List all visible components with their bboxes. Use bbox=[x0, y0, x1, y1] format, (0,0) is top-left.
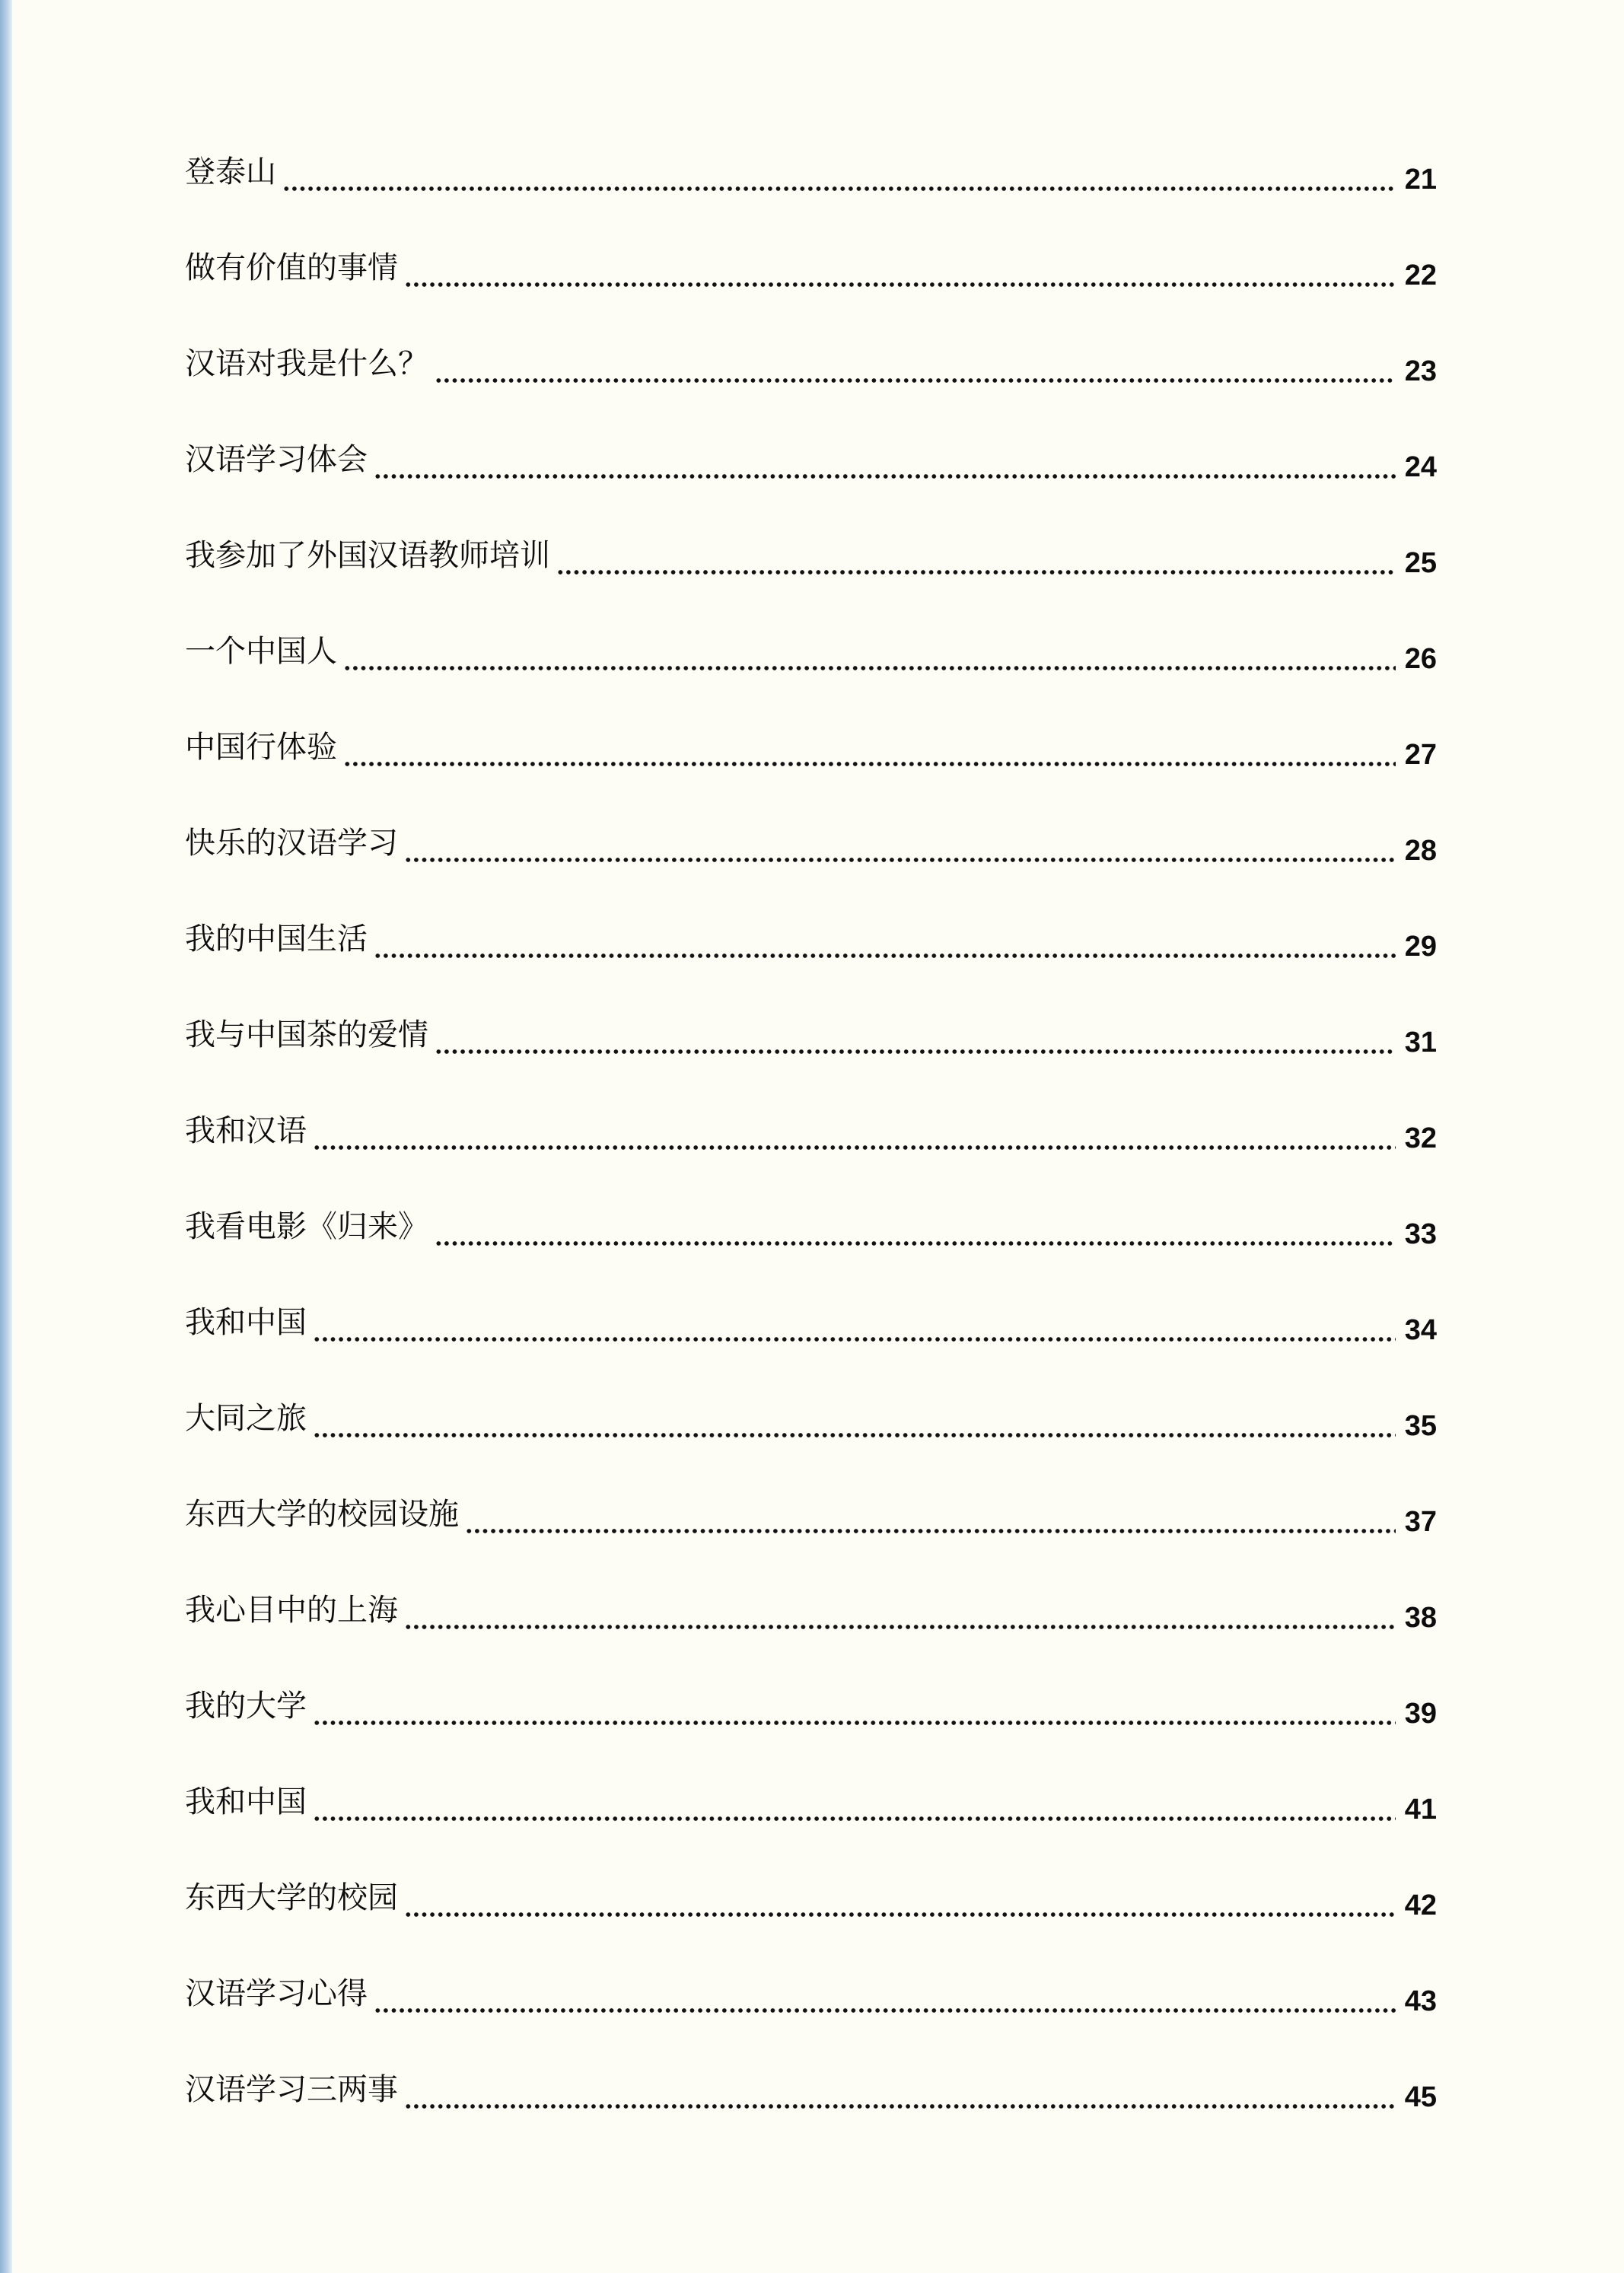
dot-leader bbox=[374, 918, 1396, 960]
toc-entry-page: 35 bbox=[1404, 1410, 1437, 1442]
toc-entry-title: 汉语对我是什么？ bbox=[185, 346, 428, 381]
toc-entry-page: 31 bbox=[1404, 1027, 1437, 1059]
toc-entry-page: 45 bbox=[1404, 2081, 1437, 2113]
toc-entry-page: 38 bbox=[1404, 1602, 1437, 1634]
toc-entry-page: 24 bbox=[1404, 451, 1437, 483]
toc-entry-title: 一个中国人 bbox=[185, 634, 337, 669]
toc-entry-title: 我与中国茶的爱情 bbox=[185, 1017, 428, 1052]
toc-entry-page: 39 bbox=[1404, 1698, 1437, 1730]
toc-entry[interactable] bbox=[185, 1589, 1437, 1685]
toc-entry[interactable] bbox=[185, 1972, 1437, 2068]
toc-entry[interactable] bbox=[185, 534, 1437, 630]
toc-entry[interactable] bbox=[185, 2068, 1437, 2164]
toc-entry[interactable] bbox=[185, 1493, 1437, 1589]
toc-entry-title: 东西大学的校园 bbox=[185, 1880, 398, 1915]
dot-leader bbox=[404, 247, 1396, 289]
toc-entry-title: 我心目中的上海 bbox=[185, 1593, 398, 1628]
toc-entry[interactable] bbox=[185, 1685, 1437, 1781]
toc-entry[interactable] bbox=[185, 1397, 1437, 1493]
toc-entry[interactable] bbox=[185, 1109, 1437, 1205]
dot-leader bbox=[556, 534, 1396, 577]
toc-entry-page: 32 bbox=[1404, 1122, 1437, 1154]
dot-leader bbox=[343, 726, 1396, 769]
dot-leader bbox=[404, 1877, 1396, 1919]
toc-entry[interactable] bbox=[185, 438, 1437, 534]
toc-entry[interactable] bbox=[185, 247, 1437, 342]
toc-entry-title: 登泰山 bbox=[185, 154, 276, 189]
toc-entry-title: 我看电影《归来》 bbox=[185, 1209, 428, 1244]
dot-leader bbox=[282, 151, 1396, 193]
toc-entry-title: 汉语学习心得 bbox=[185, 1976, 368, 2011]
toc-entry[interactable] bbox=[185, 918, 1437, 1014]
toc-entry-page: 25 bbox=[1404, 547, 1437, 579]
toc-entry-page: 42 bbox=[1404, 1889, 1437, 1921]
toc-entry-page: 22 bbox=[1404, 259, 1437, 291]
toc-entry[interactable] bbox=[185, 822, 1437, 918]
toc-entry-page: 33 bbox=[1404, 1218, 1437, 1250]
dot-leader bbox=[465, 1493, 1396, 1536]
toc-entry[interactable] bbox=[185, 726, 1437, 822]
toc-entry-title: 汉语学习体会 bbox=[185, 442, 368, 477]
toc-entry-title: 快乐的汉语学习 bbox=[185, 826, 398, 861]
toc-entry-page: 26 bbox=[1404, 643, 1437, 675]
toc-entry-page: 43 bbox=[1404, 1985, 1437, 2017]
toc-entry[interactable] bbox=[185, 1877, 1437, 1972]
toc-entry[interactable] bbox=[185, 1014, 1437, 1109]
toc-entry-page: 28 bbox=[1404, 835, 1437, 867]
dot-leader bbox=[435, 1205, 1396, 1248]
table-of-contents bbox=[185, 151, 1437, 2164]
toc-entry-title: 我和汉语 bbox=[185, 1113, 307, 1148]
scan-edge bbox=[0, 0, 12, 2273]
toc-entry-title: 我和中国 bbox=[185, 1784, 307, 1819]
toc-entry-title: 我和中国 bbox=[185, 1305, 307, 1340]
toc-entry-title: 中国行体验 bbox=[185, 730, 337, 765]
dot-leader bbox=[313, 1685, 1396, 1727]
toc-entry[interactable] bbox=[185, 630, 1437, 726]
dot-leader bbox=[435, 342, 1396, 385]
toc-entry-page: 23 bbox=[1404, 355, 1437, 387]
dot-leader bbox=[374, 438, 1396, 481]
toc-entry-title: 做有价值的事情 bbox=[185, 250, 398, 285]
toc-entry-page: 37 bbox=[1404, 1506, 1437, 1538]
dot-leader bbox=[313, 1109, 1396, 1152]
toc-entry-page: 34 bbox=[1404, 1314, 1437, 1346]
toc-entry-page: 21 bbox=[1404, 164, 1437, 196]
toc-entry-title: 我的中国生活 bbox=[185, 922, 368, 957]
dot-leader bbox=[404, 2068, 1396, 2111]
toc-entry-title: 我的大学 bbox=[185, 1689, 307, 1724]
dot-leader bbox=[313, 1397, 1396, 1440]
toc-entry-title: 汉语学习三两事 bbox=[185, 2072, 398, 2107]
dot-leader bbox=[313, 1301, 1396, 1344]
toc-entry[interactable] bbox=[185, 1205, 1437, 1301]
toc-entry-page: 41 bbox=[1404, 1794, 1437, 1826]
toc-entry-page: 27 bbox=[1404, 739, 1437, 771]
toc-entry[interactable] bbox=[185, 1781, 1437, 1877]
dot-leader bbox=[435, 1014, 1396, 1056]
toc-entry-title: 我参加了外国汉语教师培训 bbox=[185, 538, 550, 573]
dot-leader bbox=[404, 1589, 1396, 1632]
toc-entry-title: 大同之旅 bbox=[185, 1401, 307, 1436]
toc-entry[interactable] bbox=[185, 151, 1437, 247]
toc-entry-title: 东西大学的校园设施 bbox=[185, 1497, 459, 1532]
toc-entry-page: 29 bbox=[1404, 931, 1437, 963]
toc-entry[interactable] bbox=[185, 1301, 1437, 1397]
toc-entry[interactable] bbox=[185, 342, 1437, 438]
dot-leader bbox=[313, 1781, 1396, 1823]
dot-leader bbox=[374, 1972, 1396, 2015]
dot-leader bbox=[343, 630, 1396, 673]
dot-leader bbox=[404, 822, 1396, 864]
